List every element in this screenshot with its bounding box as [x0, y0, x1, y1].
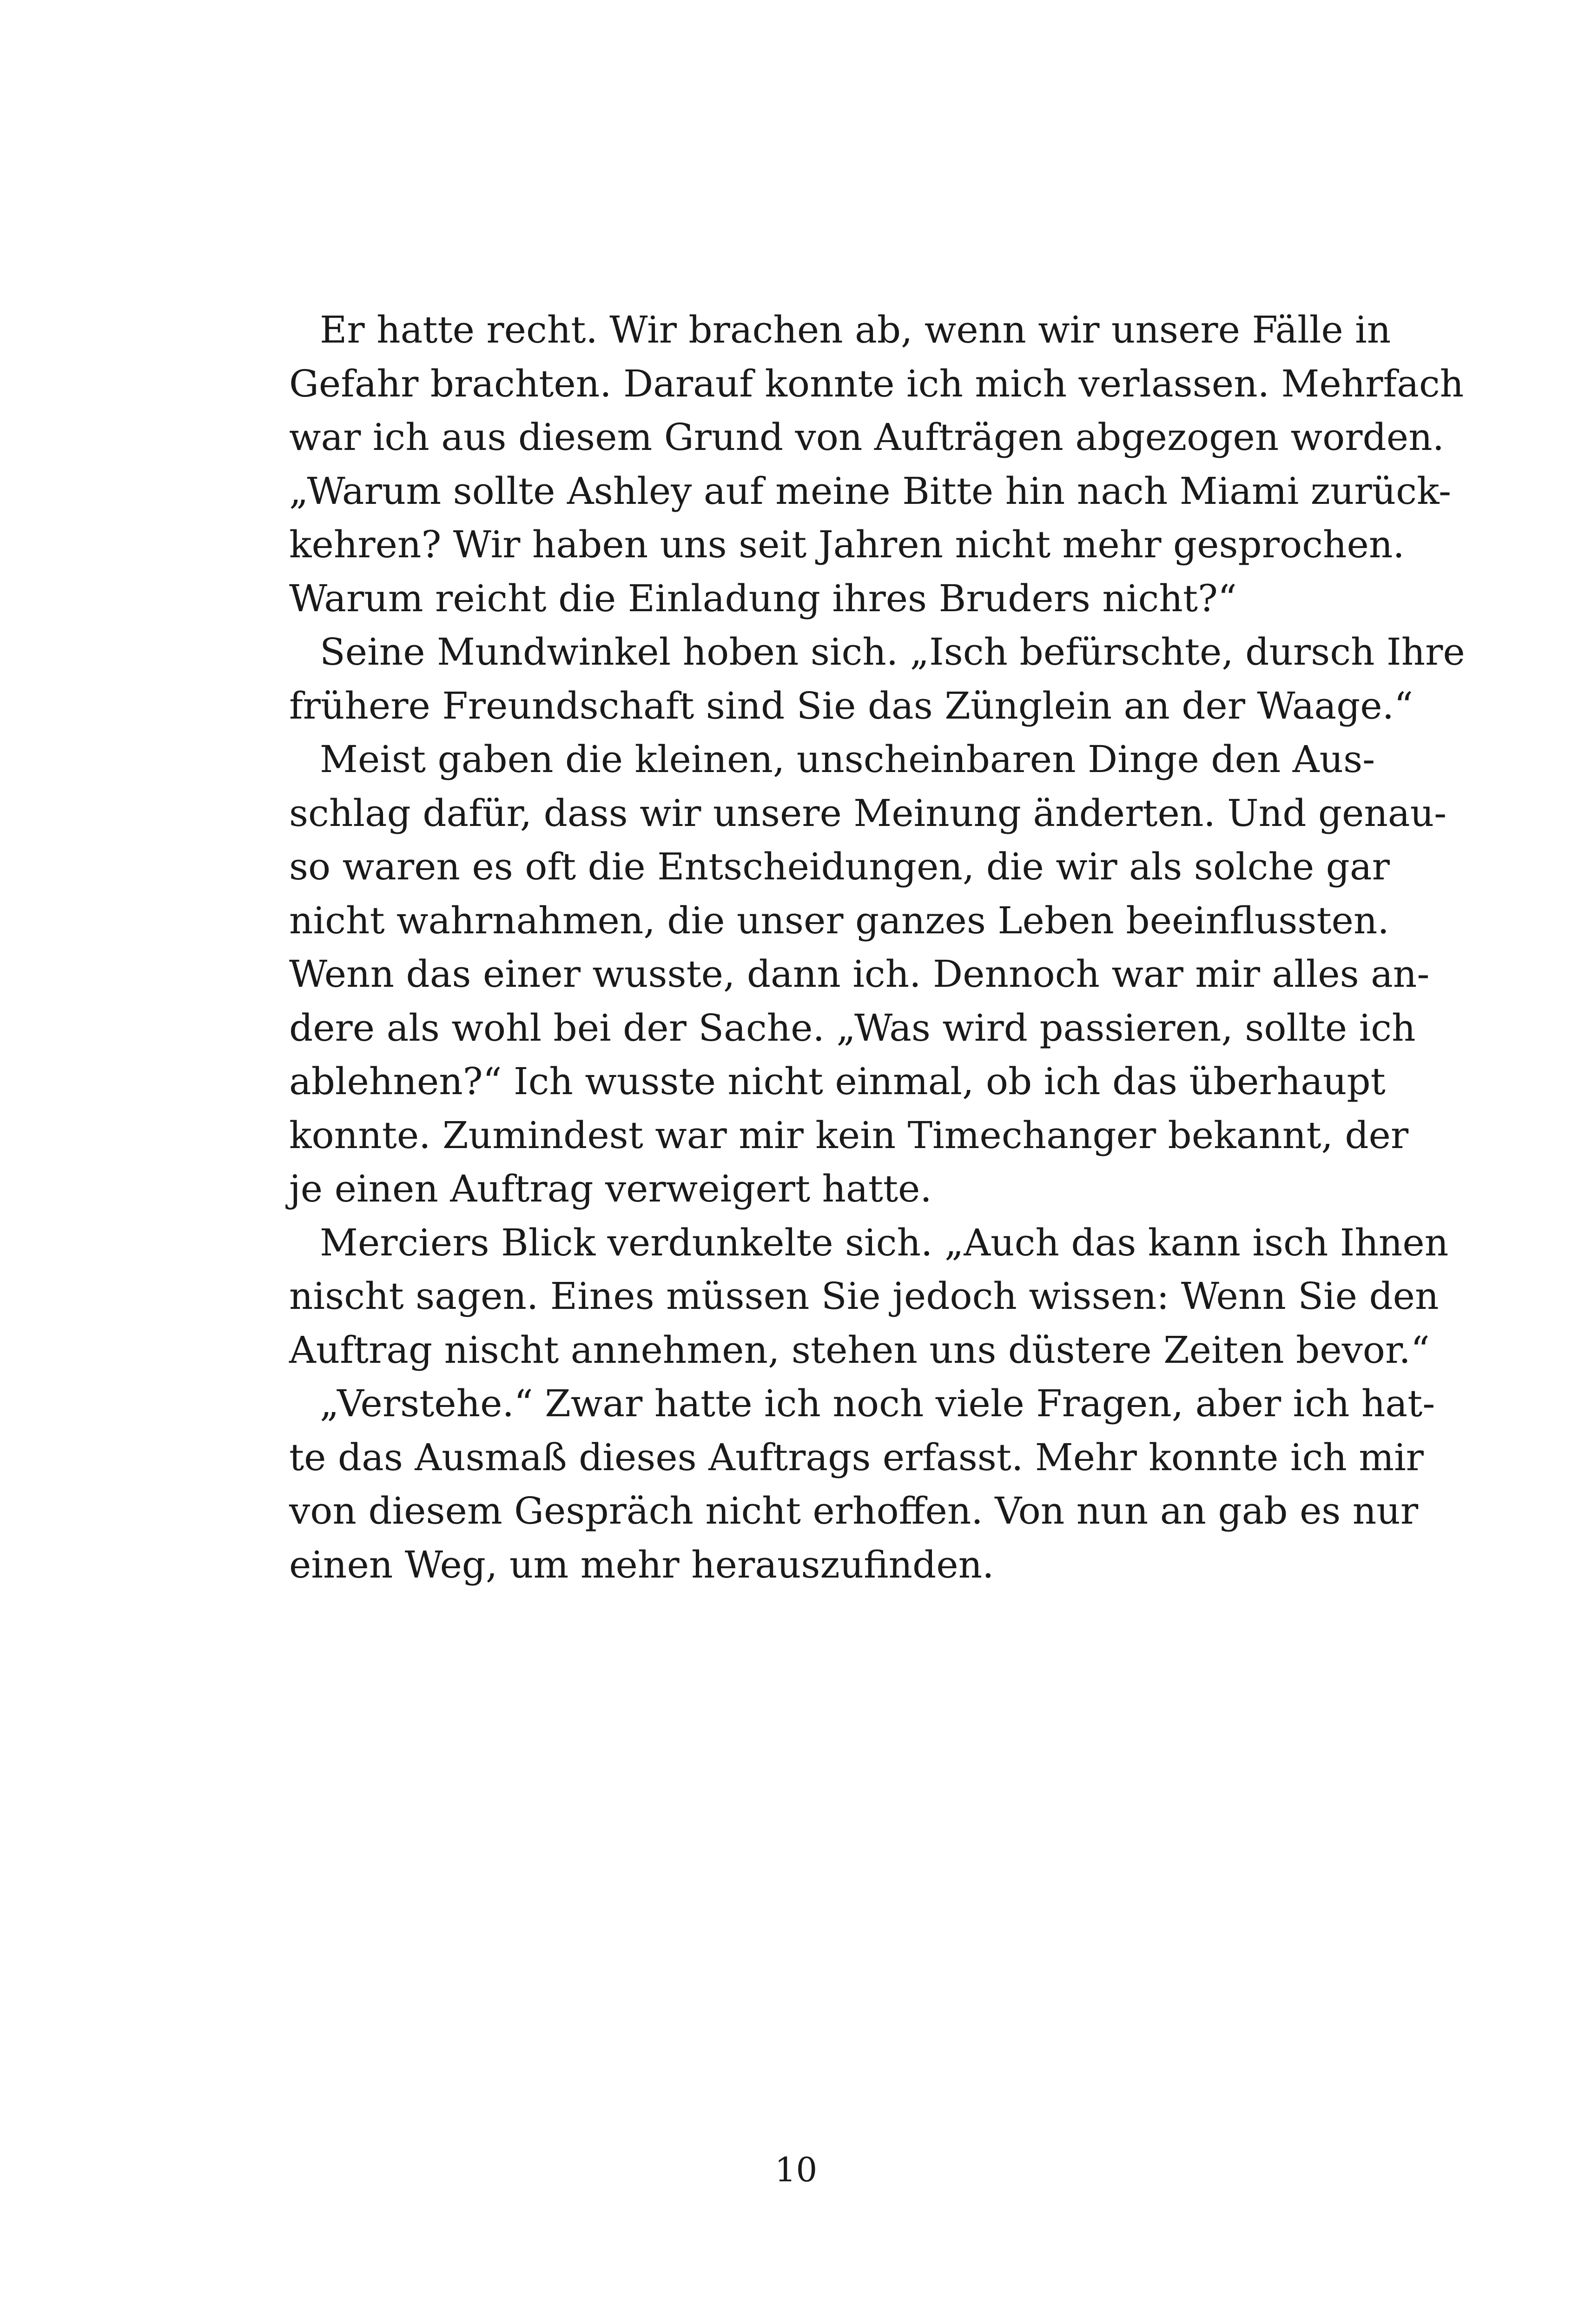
text-line: „Warum sollte Ashley auf meine Bitte hin nach Miami zurück-	[289, 469, 1452, 513]
text-line: konnte. Zumindest war mir kein Timechanger bekannt, der	[289, 1113, 1409, 1157]
text-line: te das Ausmaß dieses Auftrags erfasst. Mehr konnte ich mir	[289, 1435, 1424, 1479]
page-number: 10	[774, 2150, 818, 2189]
text-line: „Verstehe.“ Zwar hatte ich noch viele Fragen, aber ich hat-	[320, 1382, 1435, 1425]
text-line: Auftrag nischt annehmen, stehen uns düstere Zeiten bevor.“	[289, 1328, 1430, 1372]
text-line: Wenn das einer wusste, dann ich. Dennoch war mir alles an-	[289, 952, 1430, 996]
text-line: von diesem Gespräch nicht erhoffen. Von nun an gab es nur	[289, 1489, 1419, 1532]
text-line: kehren? Wir haben uns seit Jahren nicht mehr gesprochen.	[289, 523, 1405, 566]
text-line: Merciers Blick verdunkelte sich. „Auch das kann isch Ihnen	[320, 1221, 1449, 1264]
text-line: nischt sagen. Eines müssen Sie jedoch wissen: Wenn Sie den	[289, 1274, 1439, 1318]
text-line: Er hatte recht. Wir brachen ab, wenn wir unsere Fälle in	[320, 308, 1391, 351]
text-line: ablehnen?“ Ich wusste nicht einmal, ob ich das überhaupt	[289, 1060, 1386, 1103]
text-line: schlag dafür, dass wir unsere Meinung änderten. Und genau-	[289, 791, 1447, 835]
text-line: frühere Freundschaft sind Sie das Zünglein an der Waage.“	[289, 684, 1413, 727]
text-line: Warum reicht die Einladung ihres Bruders nicht?“	[289, 576, 1237, 620]
text-line: Meist gaben die kleinen, unscheinbaren Dinge den Aus-	[320, 738, 1375, 781]
body-text	[289, 303, 1465, 1591]
text-line: nicht wahrnahmen, die unser ganzes Leben beeinflussten.	[289, 898, 1389, 942]
text-line: Seine Mundwinkel hoben sich. „Isch befürschte, dursch Ihre	[320, 630, 1465, 673]
text-line: je einen Auftrag verweigert hatte.	[289, 1167, 932, 1210]
text-line: dere als wohl bei der Sache. „Was wird passieren, sollte ich	[289, 1006, 1416, 1050]
text-line: Gefahr brachten. Darauf konnte ich mich verlassen. Mehrfach	[289, 362, 1464, 405]
text-line: einen Weg, um mehr herauszufinden.	[289, 1543, 994, 1586]
text-line: so waren es oft die Entscheidungen, die wir als solche gar	[289, 845, 1390, 888]
text-line: war ich aus diesem Grund von Aufträgen abgezogen worden.	[289, 416, 1445, 459]
